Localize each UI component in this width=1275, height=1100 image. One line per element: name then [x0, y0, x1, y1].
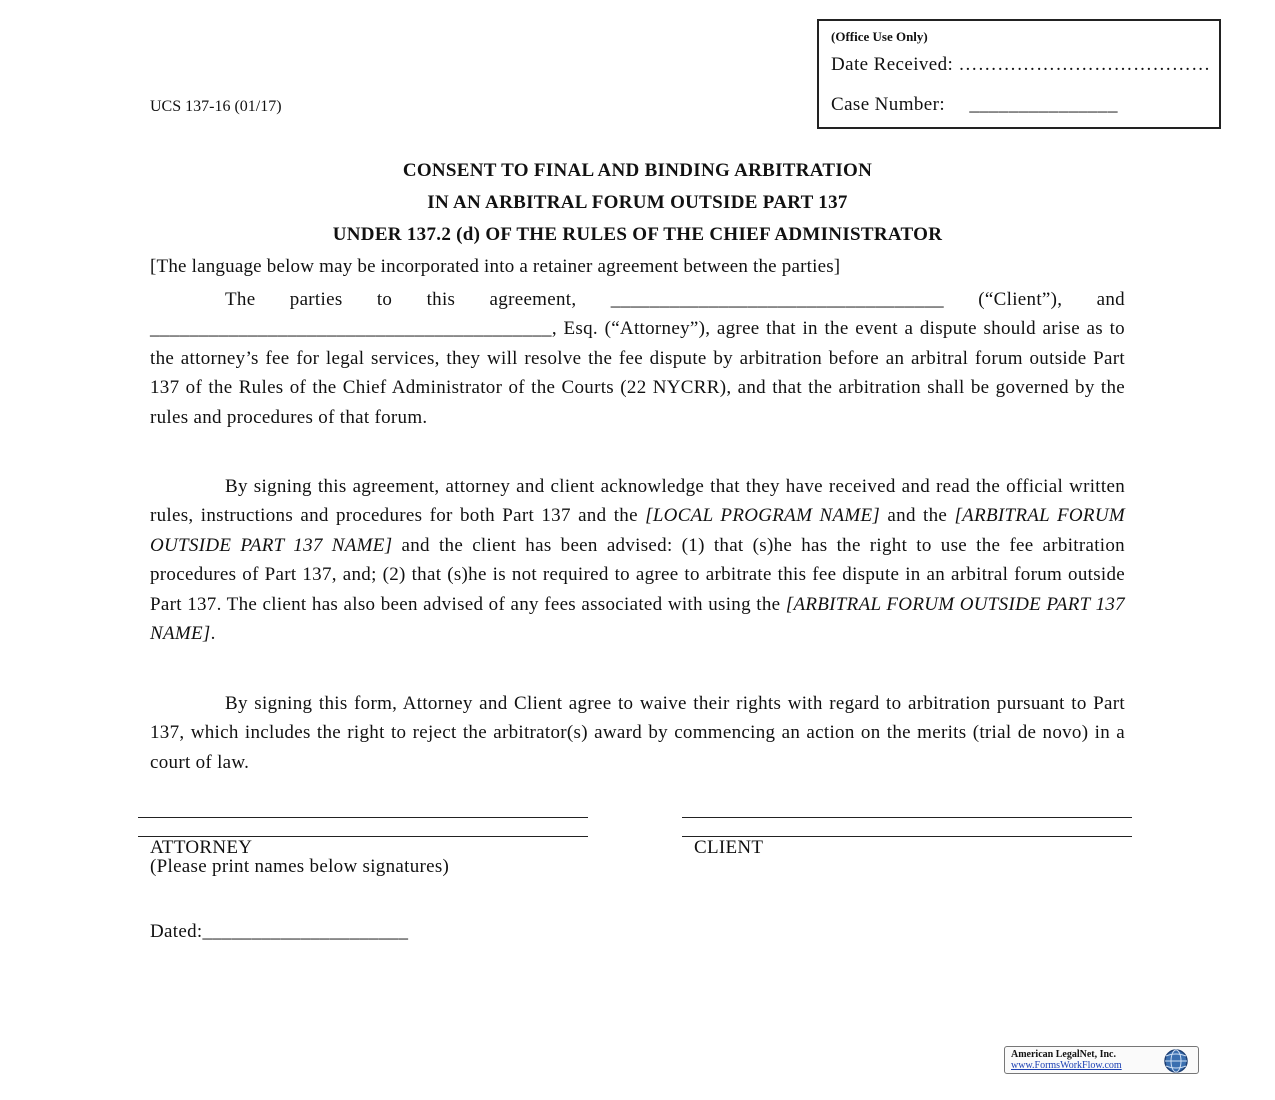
attorney-label: ATTORNEY — [150, 837, 253, 858]
arbitral-forum-name: [ARBITRAL FORUM OUTSIDE PART 137 NAME] — [150, 505, 1125, 556]
paragraph-agreement — [150, 285, 1125, 432]
client-label: CLIENT — [694, 837, 764, 858]
case-number-row — [831, 94, 1118, 116]
date-received-label: Date Received: — [831, 54, 954, 75]
para2-text-c: and the client has been advised: (1) that (s)he has the right to use the fee arbitration procedures of Part 137, and; (2) that (s)he is not required to agree to arbitrate this fee dispute in an arbitral forum outside Part 137. The client has also been advised of any fees associated with using the — [150, 534, 1125, 615]
title-line-2: IN AN ARBITRAL FORUM OUTSIDE PART 137 — [427, 192, 848, 213]
american-legalnet-logo[interactable] — [1004, 1046, 1199, 1074]
client-signature-line[interactable] — [682, 817, 1132, 818]
logo-company-name: American LegalNet, Inc. — [1011, 1049, 1116, 1060]
attorney-signature-line[interactable] — [138, 817, 588, 818]
para1-text-a: The parties to this agreement, — [225, 289, 611, 310]
form-code: UCS 137-16 (01/17) — [150, 98, 282, 115]
para3-text: By signing this form, Attorney and Client agree to waive their rights with regard to arbitration pursuant to Part 137, which includes the right to reject the arbitrator(s) award by commencing an action on the merits (trial de novo) in a court of law. — [150, 693, 1125, 773]
attorney-name-blank[interactable]: _________________________________________ — [150, 318, 552, 340]
para2-text-b: and the — [880, 505, 955, 527]
case-number-field[interactable]: _______________ — [969, 94, 1118, 115]
para1-text-c: , Esq. (“Attorney”), agree that in the event a dispute should arise as to the attorney’s fee for legal services, they will resolve the fee dispute by arbitration before an arbitral forum outside Part 137 of the Rules of the Chief Administrator of the Courts (22 NYCRR), and that the arbitration shall be governed by the rules and procedures of that forum. — [150, 318, 1125, 428]
print-names-note: (Please print names below signatures) — [150, 856, 450, 877]
office-use-title: (Office Use Only) — [831, 29, 928, 44]
dated-label: Dated: — [150, 921, 203, 942]
local-program-name: [LOCAL PROGRAM NAME] — [645, 505, 881, 527]
date-received-field[interactable]: ………………………………… — [958, 54, 1211, 75]
paragraph-waiver — [150, 689, 1125, 777]
arbitral-forum-name-2: [ARBITRAL FORUM OUTSIDE PART 137 NAME] — [150, 593, 1125, 645]
title-line-1: CONSENT TO FINAL AND BINDING ARBITRATION — [402, 160, 873, 181]
para2-text-a: By signing this agreement, attorney and client acknowledge that they have received and read the official written rules, instructions and procedures for both Part 137 and the — [150, 476, 1125, 527]
case-number-label: Case Number: — [831, 94, 946, 115]
office-use-box — [817, 19, 1221, 129]
para2-text-d: . — [210, 623, 216, 645]
client-name-blank[interactable]: __________________________________ — [610, 289, 944, 310]
para1-text-b: (“Client”), and — [943, 289, 1125, 310]
title-line-3: UNDER 137.2 (d) OF THE RULES OF THE CHIEF ADMINISTRATOR — [332, 224, 943, 245]
dated-field[interactable]: _____________________ — [202, 921, 409, 942]
globe-icon — [1163, 1048, 1189, 1074]
date-received-row — [831, 54, 1211, 76]
logo-url[interactable]: www.FormsWorkFlow.com — [1011, 1060, 1122, 1071]
dated-row — [150, 921, 408, 943]
paragraph-acknowledgement — [150, 472, 1125, 648]
retainer-note: [The language below may be incorporated into a retainer agreement between the parties] — [150, 256, 841, 277]
